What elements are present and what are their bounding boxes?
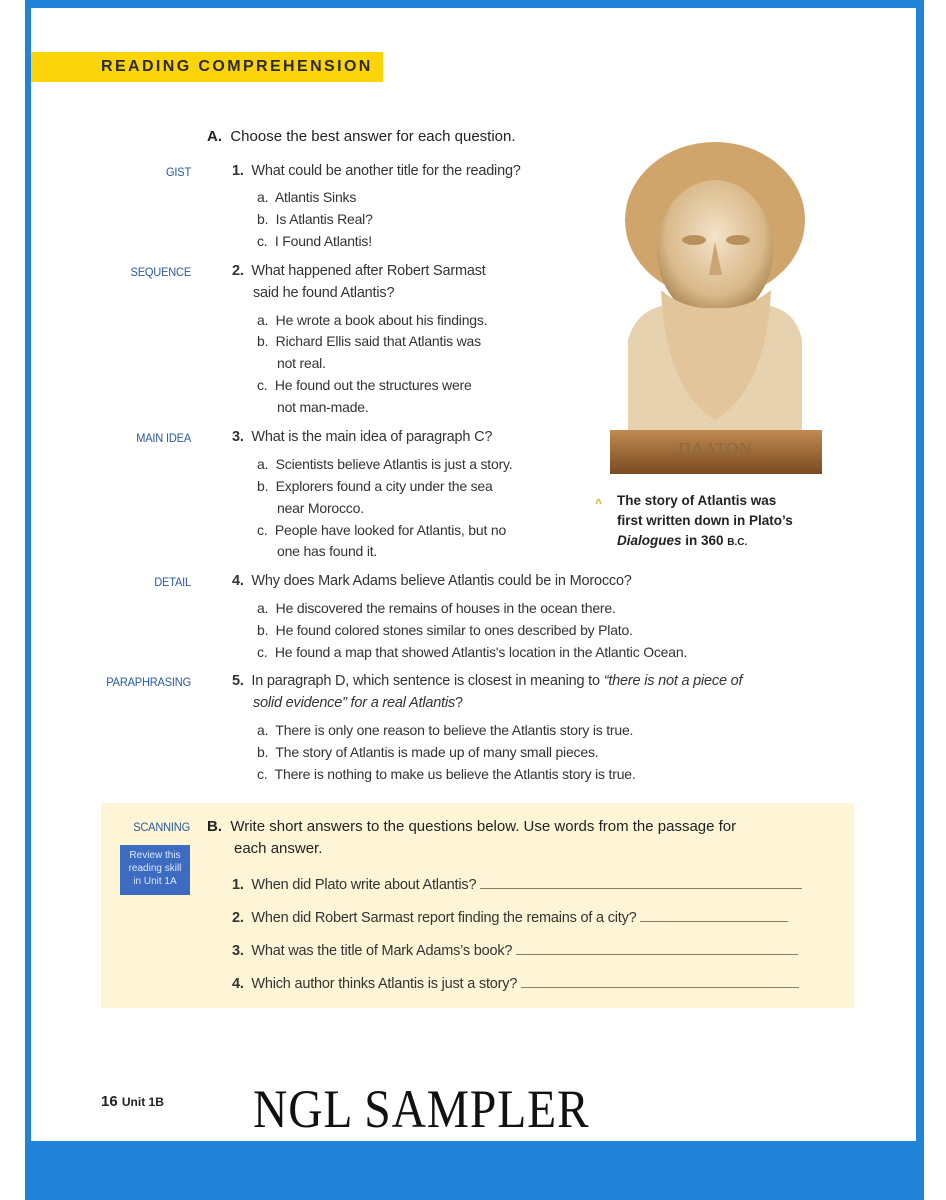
- q3-option-b[interactable]: b. Explorers found a city under the sea: [257, 478, 493, 494]
- image-caption: ^ The story of Atlantis was first written down in Plato’s Dialogues in 360 B.C.: [595, 493, 793, 548]
- q5-option-a[interactable]: a. There is only one reason to believe the Atlantis story is true.: [257, 722, 634, 738]
- skill-label-main-idea: MAIN IDEA: [136, 431, 191, 445]
- review-skill-box[interactable]: Review this reading skill in Unit 1A: [120, 845, 190, 895]
- q1-option-b[interactable]: b. Is Atlantis Real?: [257, 211, 373, 227]
- textbook-page: [31, 8, 916, 1141]
- answer-field-3[interactable]: [516, 940, 798, 955]
- scan-question-1: 1. When did Plato write about Atlantis?: [232, 874, 802, 893]
- q2-option-c[interactable]: c. He found out the structures were: [257, 377, 472, 393]
- scan-question-3: 3. What was the title of Mark Adams’s book?: [232, 940, 798, 959]
- scan-question-4: 4. Which author thinks Atlantis is just a story?: [232, 973, 799, 992]
- answer-field-2[interactable]: [640, 907, 788, 922]
- question-4: 4. Why does Mark Adams believe Atlantis could be in Morocco?: [232, 573, 632, 589]
- question-5: 5. In paragraph D, which sentence is closest in meaning to “there is not a piece of: [232, 673, 743, 689]
- q2-option-a[interactable]: a. He wrote a book about his findings.: [257, 312, 488, 328]
- q4-option-a[interactable]: a. He discovered the remains of houses in the ocean there.: [257, 600, 616, 616]
- page-number: 16 Unit 1B: [101, 1093, 164, 1110]
- q4-option-b[interactable]: b. He found colored stones similar to ones described by Plato.: [257, 622, 633, 638]
- answer-field-1[interactable]: [480, 874, 802, 889]
- section-banner: [31, 52, 383, 82]
- q3-option-b-line2: near Morocco.: [277, 500, 364, 516]
- part-a-instruction: A. Choose the best answer for each question.: [207, 128, 516, 145]
- answer-field-4[interactable]: [521, 973, 799, 988]
- plato-bust-image: [606, 130, 824, 476]
- sampler-watermark: NGL SAMPLER: [253, 1079, 590, 1139]
- q2-option-c-line2: not man-made.: [277, 399, 369, 415]
- q2-option-b-line2: not real.: [277, 355, 326, 371]
- part-b-instruction: B. Write short answers to the questions below. Use words from the passage for: [207, 818, 737, 835]
- question-2: 2. What happened after Robert Sarmast: [232, 263, 486, 279]
- skill-label-sequence: SEQUENCE: [130, 265, 191, 279]
- skill-label-detail: DETAIL: [154, 575, 191, 589]
- caret-up-icon: ^: [595, 496, 603, 510]
- q3-option-a[interactable]: a. Scientists believe Atlantis is just a story.: [257, 456, 513, 472]
- question-5-line2: solid evidence” for a real Atlantis?: [253, 695, 463, 711]
- q5-option-b[interactable]: b. The story of Atlantis is made up of many small pieces.: [257, 744, 599, 760]
- skill-label-paraphrasing: PARAPHRASING: [106, 675, 191, 689]
- question-1: 1. What could be another title for the reading?: [232, 163, 521, 179]
- scan-question-2: 2. When did Robert Sarmast report finding the remains of a city?: [232, 907, 788, 926]
- q1-option-c[interactable]: c. I Found Atlantis!: [257, 233, 372, 249]
- q3-option-c-line2: one has found it.: [277, 543, 378, 559]
- skill-label-scanning: SCANNING: [133, 820, 190, 834]
- statue-inscription: ΠΛΑΤΩΝ: [677, 439, 753, 459]
- question-2-line2: said he found Atlantis?: [253, 285, 395, 301]
- q4-option-c[interactable]: c. He found a map that showed Atlantis's location in the Atlantic Ocean.: [257, 644, 688, 660]
- question-3: 3. What is the main idea of paragraph C?: [232, 429, 493, 445]
- q2-option-b[interactable]: b. Richard Ellis said that Atlantis was: [257, 333, 481, 349]
- q3-option-c[interactable]: c. People have looked for Atlantis, but no: [257, 522, 507, 538]
- q1-option-a[interactable]: a. Atlantis Sinks: [257, 189, 357, 205]
- section-title: READING COMPREHENSION: [101, 58, 373, 75]
- skill-label-gist: GIST: [165, 165, 191, 179]
- part-b-instruction-line2: each answer.: [234, 840, 323, 857]
- q5-option-c[interactable]: c. There is nothing to make us believe the Atlantis story is true.: [257, 766, 636, 782]
